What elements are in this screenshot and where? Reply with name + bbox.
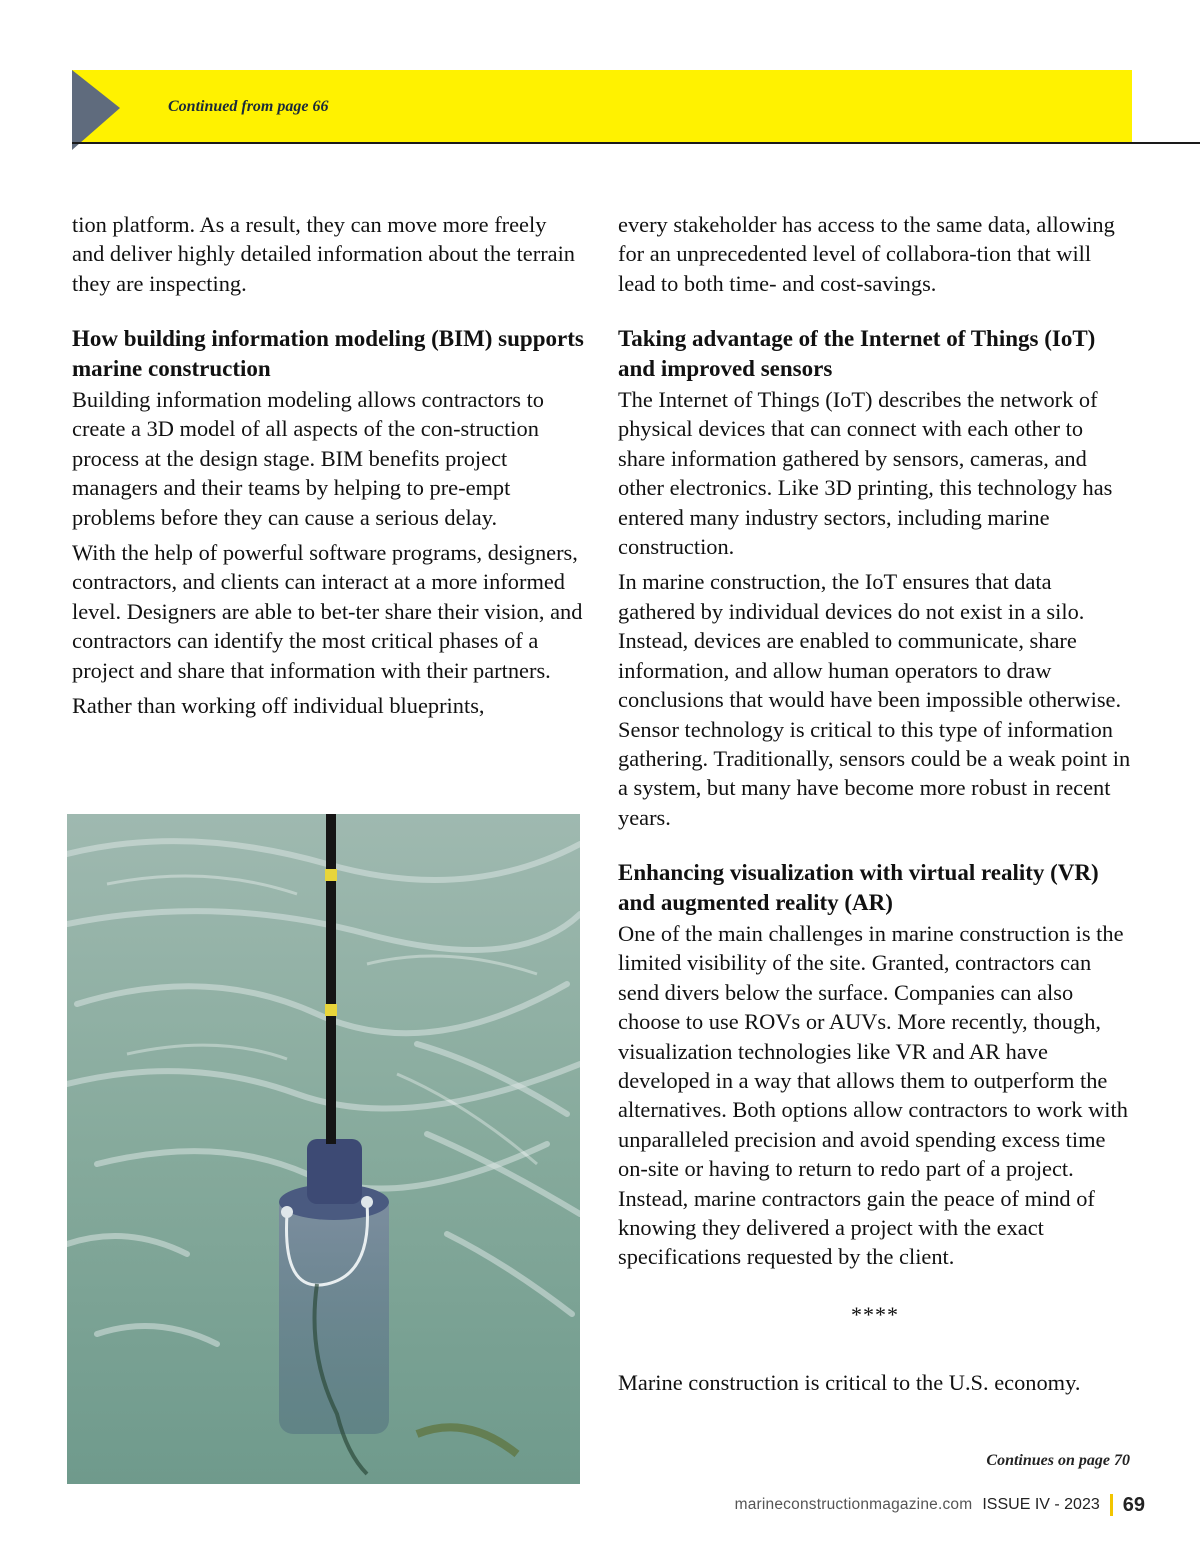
chevron-right-icon [72,70,120,150]
paragraph: every stakeholder has access to the same data, allowing for an unprecedented level of collabora-tion that will lead to both time- and cost-savings. [618,212,1115,296]
continues-on-label: Continues on page 70 [986,1452,1130,1469]
section-heading-iot: Taking advantage of the Internet of Things (IoT) and improved sensors [618,326,1096,381]
page-footer [735,1490,1145,1520]
left-column [72,210,584,721]
footer-divider [1110,1494,1113,1516]
paragraph: One of the main challenges in marine construction is the limited visibility of the site. Granted, contractors can send divers below the surface. Companies can also choose to use ROVs or AUVs. More recently, though, visualization technologies like VR and AR have developed in a way that allows them to outperform the alternatives. Both options allow contractors to work with unparalleled precision and avoid spending excess time on-site or having to return to redo part of a project. Instead, marine contractors gain the peace of mind of knowing they delivered a project with the exact specifications requested by the client. [618,920,1128,1270]
header-rule [72,142,1200,144]
section-separator: **** [851,1301,899,1327]
issue-label: ISSUE IV - 2023 [982,1496,1100,1513]
paragraph: Marine construction is critical to the U.S. economy. [618,1369,1081,1395]
right-column [618,210,1132,1397]
continued-from-label: Continued from page 66 [168,98,329,115]
paragraph: Building information modeling allows contractors to create a 3D model of all aspects of the con-struction process at the design stage. BIM benefits project managers and their teams by helping to pre-empt problems before they can cause a serious delay. [72,387,544,530]
website-url: marineconstructionmagazine.com [734,1496,973,1513]
page-number: 69 [1122,1493,1145,1516]
section-heading-vr: Enhancing visualization with virtual reality (VR) and augmented reality (AR) [618,860,1099,915]
sensor-in-water-photo [67,814,580,1484]
paragraph: tion platform. As a result, they can move more freely and deliver highly detailed information about the terrain they are inspecting. [72,212,576,296]
paragraph: The Internet of Things (IoT) describes the network of physical devices that can connect with each other to share information gathered by sensors, cameras, and other electronics. Like 3D printing, this technology has entered many industry sectors, including marine construction. [618,387,1113,560]
paragraph: With the help of powerful software programs, designers, contractors, and clients can interact at a more informed level. Designers are able to bet-ter share their vision, and contractors can identify the most critical phases of a project and share that information with their partners. [72,540,583,683]
paragraph: In marine construction, the IoT ensures that data gathered by individual devices do not exist in a silo. Instead, devices are enabled to communicate, share information, and allow human operators to draw conclusions that would have been impossible otherwise. Sensor technology is critical to this type of information gathering. Traditionally, sensors could be a weak point in a system, but many have become more robust in recent years. [618,569,1131,830]
paragraph: Rather than working off individual blueprints, [72,693,485,719]
photo-illustration [67,814,580,1484]
section-heading-bim: How building information modeling (BIM) supports marine construction [72,326,584,381]
